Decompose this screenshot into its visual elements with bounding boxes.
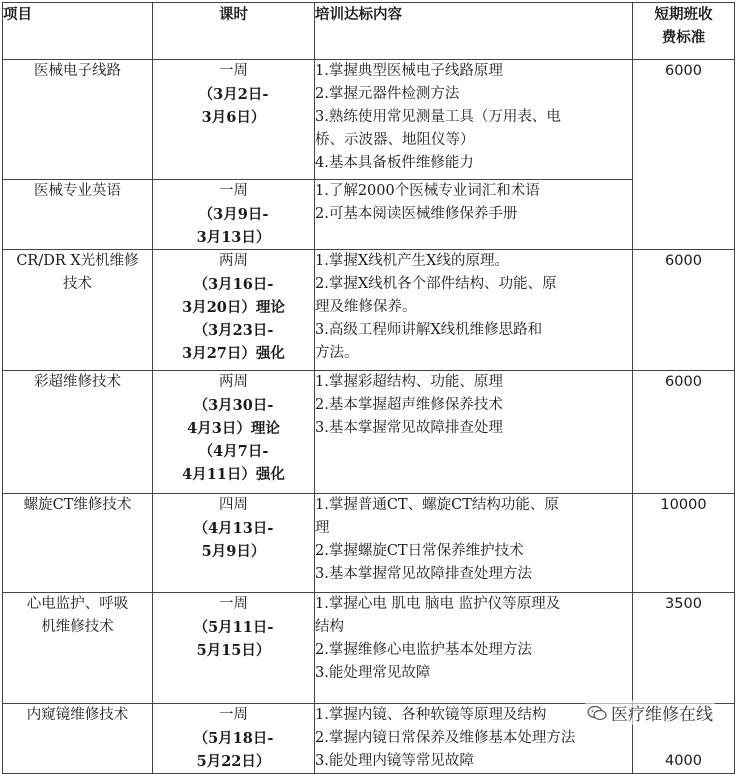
course-fee: 4000 bbox=[633, 704, 735, 774]
course-hours bbox=[153, 371, 315, 494]
course-content bbox=[315, 371, 633, 494]
course-fee: 10000 bbox=[633, 494, 735, 593]
course-content bbox=[315, 494, 633, 593]
header-hours: 课时 bbox=[153, 3, 315, 60]
course-name bbox=[3, 60, 153, 180]
content-line: 结构 bbox=[315, 619, 344, 635]
course-name-line: 彩超维修技术 bbox=[34, 374, 121, 390]
course-date-line: （3月23日- bbox=[193, 322, 274, 339]
course-period: 两周 bbox=[219, 253, 248, 269]
course-content bbox=[315, 593, 633, 704]
content-line: 3.能处理常见故障 bbox=[315, 665, 431, 681]
course-name-line: 医械专业英语 bbox=[34, 183, 121, 199]
content-line: 2.掌握X线机各个部件结构、功能、原 bbox=[315, 276, 557, 292]
course-date-line: 3月20日）理论 bbox=[182, 299, 285, 316]
course-date-line: 5月22日） bbox=[196, 753, 271, 770]
course-date-line: 3月27日）强化 bbox=[182, 345, 285, 362]
content-line: 3.高级工程师讲解X线机维修思路和 bbox=[315, 322, 543, 338]
course-table bbox=[2, 2, 735, 774]
course-date-line: （3月9日- bbox=[198, 206, 269, 223]
course-name-line: CR/DR X光机维修 bbox=[16, 253, 139, 269]
course-date-line: （5月18日- bbox=[193, 730, 274, 747]
course-name-line: 螺旋CT维修技术 bbox=[23, 497, 132, 513]
course-fee: 6000 bbox=[633, 60, 735, 250]
course-period: 一周 bbox=[219, 596, 248, 612]
content-line: 2.掌握元器件检测方法 bbox=[315, 86, 460, 102]
course-date-line: （3月2日- bbox=[198, 86, 269, 103]
watermark-text: 医疗维修在线 bbox=[611, 705, 713, 725]
content-line: 1.掌握X线机产生X线的原理。 bbox=[315, 253, 509, 269]
content-line: 1.掌握心电 肌电 脑电 监护仪等原理及 bbox=[315, 596, 561, 612]
course-content bbox=[315, 60, 633, 180]
header-content: 培训达标内容 bbox=[315, 3, 633, 60]
content-line: 1.掌握内镜、各种软镜等原理及结构 bbox=[315, 707, 547, 723]
course-name bbox=[3, 250, 153, 371]
content-line: 方法。 bbox=[315, 345, 359, 361]
course-date-line: （5月11日- bbox=[193, 619, 274, 636]
content-line: 3.能处理内镜等常见故障 bbox=[315, 753, 474, 769]
course-hours bbox=[153, 60, 315, 180]
course-period: 四周 bbox=[219, 497, 248, 513]
content-line: 理及维修保养。 bbox=[315, 299, 417, 315]
content-line: 桥、示波器、地阻仪等） bbox=[315, 132, 475, 148]
content-line: 2.基本掌握超声维修保养技术 bbox=[315, 397, 503, 413]
course-period: 两周 bbox=[219, 374, 248, 390]
content-line: 2.可基本阅读医械维修保养手册 bbox=[315, 206, 518, 222]
table-row bbox=[3, 250, 735, 371]
course-name bbox=[3, 593, 153, 704]
content-line: 理 bbox=[315, 520, 330, 536]
course-hours bbox=[153, 180, 315, 250]
course-name-line: 机维修技术 bbox=[41, 619, 114, 635]
course-name bbox=[3, 180, 153, 250]
course-name-line: 医械电子线路 bbox=[34, 63, 121, 79]
course-date-line: 3月6日） bbox=[201, 109, 266, 126]
course-hours bbox=[153, 250, 315, 371]
course-name bbox=[3, 704, 153, 774]
wechat-icon bbox=[587, 705, 607, 721]
course-date-line: 5月15日） bbox=[196, 642, 271, 659]
watermark bbox=[585, 700, 715, 725]
content-line: 1.掌握普通CT、螺旋CT结构功能、原 bbox=[315, 497, 559, 513]
course-date-line: （3月30日- bbox=[193, 397, 274, 414]
content-line: 3.熟练使用常见测量工具（万用表、电 bbox=[315, 109, 561, 125]
course-hours bbox=[153, 494, 315, 593]
content-line: 1.掌握彩超结构、功能、原理 bbox=[315, 374, 503, 390]
table-row bbox=[3, 593, 735, 704]
course-period: 一周 bbox=[219, 183, 248, 199]
course-name-line: 技术 bbox=[63, 276, 92, 292]
content-line: 1.掌握典型医械电子线路原理 bbox=[315, 63, 503, 79]
content-line: 2.掌握螺旋CT日常保养维护技术 bbox=[315, 543, 524, 559]
table-row bbox=[3, 371, 735, 494]
course-name bbox=[3, 494, 153, 593]
course-fee: 6000 bbox=[633, 250, 735, 371]
course-date-line: 3月13日） bbox=[196, 229, 271, 246]
course-fee: 6000 bbox=[633, 371, 735, 494]
course-name bbox=[3, 371, 153, 494]
course-date-line: 4月3日）理论 bbox=[187, 420, 280, 437]
course-content bbox=[315, 250, 633, 371]
course-period: 一周 bbox=[219, 63, 248, 79]
content-line: 1.了解2000个医械专业词汇和术语 bbox=[315, 183, 540, 199]
course-fee: 3500 bbox=[633, 593, 735, 704]
course-date-line: 5月9日） bbox=[201, 543, 266, 560]
content-line: 4.基本具备板件维修能力 bbox=[315, 155, 474, 171]
course-name-line: 心电监护、呼吸 bbox=[26, 596, 129, 612]
header-fee bbox=[633, 3, 735, 60]
table-row bbox=[3, 180, 735, 250]
content-line: 3.基本掌握常见故障排查处理方法 bbox=[315, 566, 532, 582]
course-date-line: （4月7日- bbox=[198, 443, 269, 460]
content-line: 2.掌握维修心电监护基本处理方法 bbox=[315, 642, 532, 658]
course-date-line: （4月13日- bbox=[193, 520, 274, 537]
course-period: 一周 bbox=[219, 707, 248, 723]
header-name: 项目 bbox=[3, 3, 153, 60]
header-fee-line1: 短期班收 bbox=[654, 6, 713, 23]
course-hours bbox=[153, 593, 315, 704]
course-date-line: 4月11日）强化 bbox=[182, 466, 285, 483]
course-content bbox=[315, 180, 633, 250]
header-fee-line2: 费标准 bbox=[661, 29, 706, 46]
course-date-line: （3月16日- bbox=[193, 276, 274, 293]
content-line: 2.掌握内镜日常保养及维修基本处理方法 bbox=[315, 730, 576, 746]
course-hours bbox=[153, 704, 315, 774]
course-name-line: 内窥镜维修技术 bbox=[26, 707, 129, 723]
table-row bbox=[3, 60, 735, 180]
content-line: 3.基本掌握常见故障排查处理 bbox=[315, 420, 503, 436]
header-row bbox=[3, 3, 735, 60]
table-row bbox=[3, 494, 735, 593]
